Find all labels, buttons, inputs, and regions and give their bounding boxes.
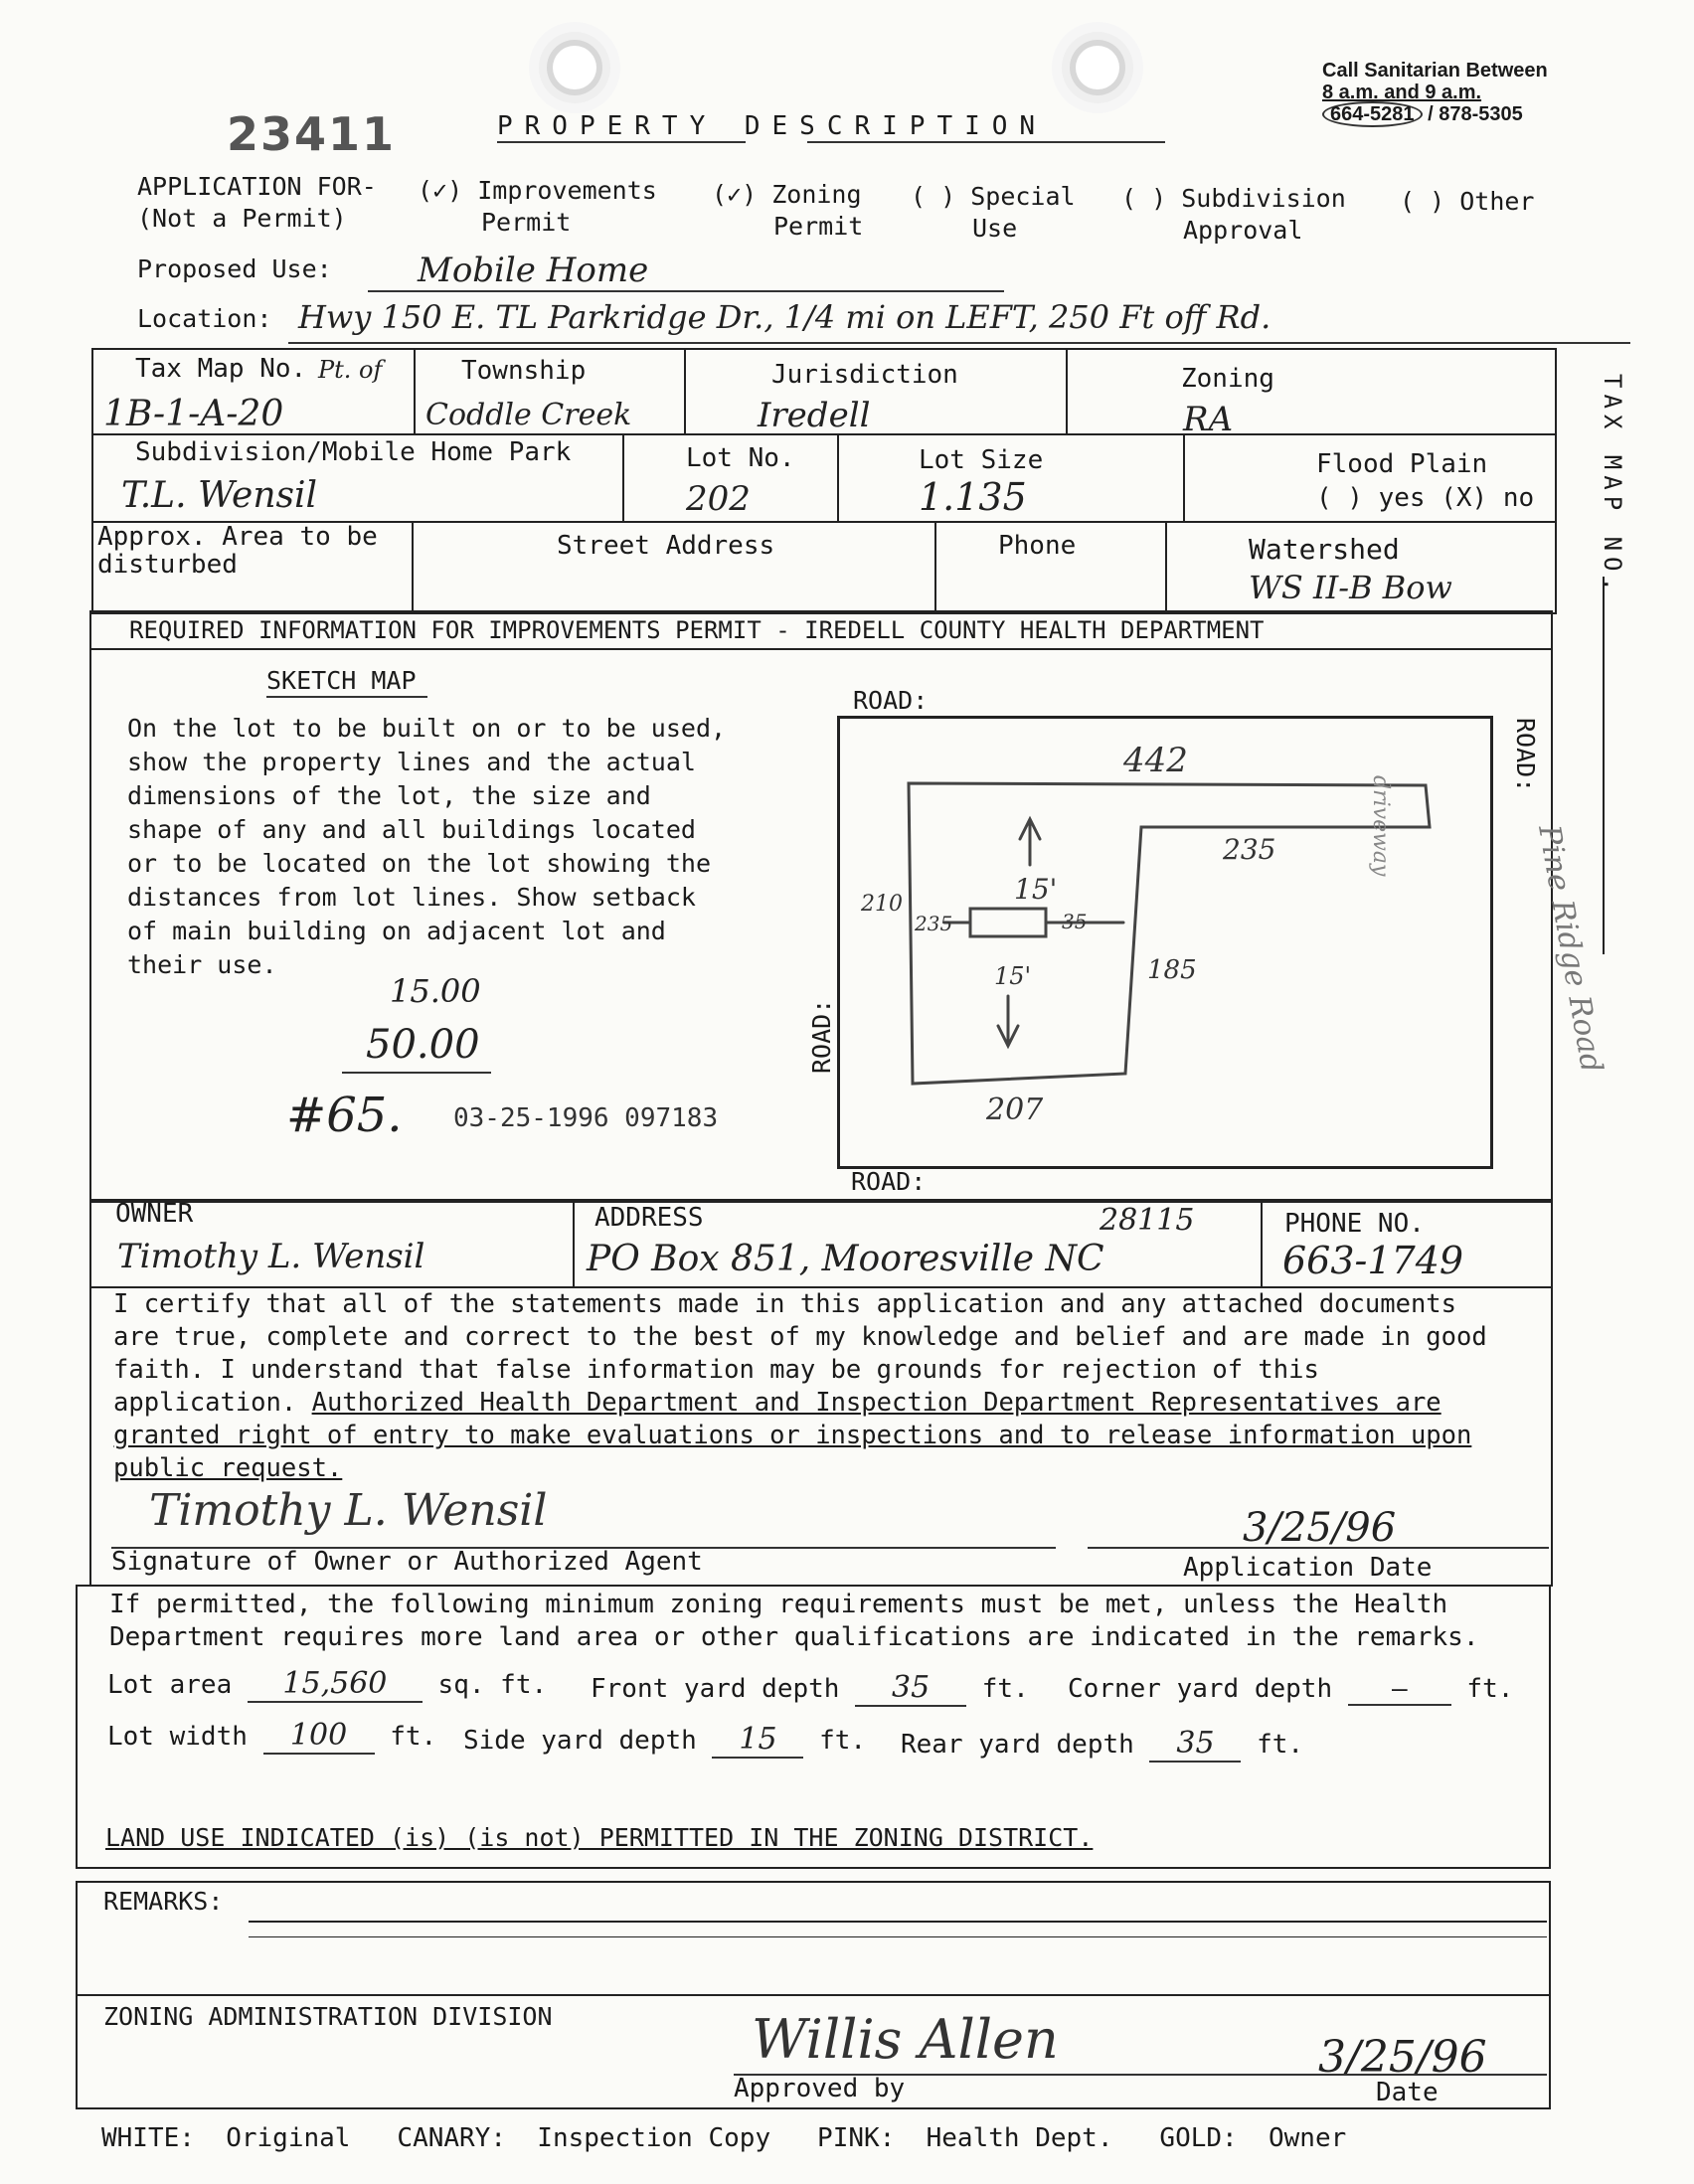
lot-area-unit: sq. ft. [437,1670,548,1700]
label-left-length: 210 [861,892,903,917]
subdivision-value: T.L. Wensil [121,475,318,516]
side-yard-value: 15 [712,1722,803,1759]
label-setback-front: 15' [1014,873,1058,906]
checkbox-special: ( ) [911,182,956,211]
lot-no-value: 202 [686,479,751,519]
township-value: Coddle Creek [425,398,632,432]
address-label: ADDRESS [594,1203,704,1233]
sketch-instructions: On the lot to be built on or to be used, show the property lines and the actual dimensions of the lot, the size and shape of any and all buildings located or to be located on the lot showing the distances from lot lines. Show setback of main building on adjacent lot and their use. [127,714,727,979]
approved-by-label: Approved by [734,2074,906,2103]
street-address-label: Street Address [557,531,775,561]
home-footprint [970,909,1046,936]
application-label: APPLICATION FOR- (Not a Permit) [137,172,377,233]
proposed-use-label: Proposed Use: [137,254,332,283]
phone-no-value: 663-1749 [1282,1239,1464,1282]
option-special: ( ) Special Use [911,182,1076,243]
lot-area-row [107,1666,547,1703]
sanitarian-phone2: / 878-5305 [1428,103,1523,125]
label-bottom-length: 207 [986,1092,1044,1127]
subdivision-option-label: Subdivision [1181,184,1346,213]
location-value: Hwy 150 E. TL Parkridge Dr., 1/4 mi on LEFT, 250 Ft off Rd. [298,298,1271,336]
zoning-intro: If permitted, the following minimum zoning requirements must be met, unless the Health Department requires more land area or other qualifications are indicated in the remarks. [109,1590,1479,1652]
zoning-option-label: Zoning [771,180,862,209]
jurisdiction-label: Jurisdiction [771,360,958,390]
tax-map-note: Pt. of [318,356,383,384]
front-yard-value: 35 [855,1670,966,1707]
address-value: PO Box 851, Mooresville NC [587,1239,1104,1279]
phone-label: Phone [998,531,1077,561]
owner-value: Timothy L. Wensil [117,1237,425,1276]
payment-stamp: 03-25-1996 097183 [453,1103,719,1133]
application-date-value: 3/25/96 [1243,1505,1397,1551]
lot-outline [909,783,1430,1084]
option-improvements: (✓) Improvements Permit [418,176,657,237]
improvements-header: REQUIRED INFORMATION FOR IMPROVEMENTS PERMIT - IREDELL COUNTY HEALTH DEPARTMENT [129,616,1265,644]
watershed-label: Watershed [1249,533,1400,566]
certification-plain: I certify that all of the statements made in this application and any attached documents are true, complete and correct to the best of my knowledge and belief and are made in good faith. I understand that false information may be grounds for rejection of this application. [113,1289,1487,1418]
address-zip: 28115 [1100,1203,1195,1238]
lot-width-row: Lot width 100 ft. [107,1718,437,1753]
jurisdiction-value: Iredell [758,396,871,435]
label-setback-right: 35 [1062,910,1088,933]
label-right-length: 185 [1147,955,1197,985]
sanitarian-notice [1322,60,1548,125]
label-top-length: 442 [1123,741,1188,780]
side-yard-label: Side yard depth [463,1726,697,1756]
option-zoning: (✓) Zoning Permit [712,180,864,241]
remarks-label: REMARKS: [103,1887,224,1916]
road-label-left: ROAD: [807,998,836,1074]
owner-label: OWNER [115,1199,194,1229]
sketch-drawing [837,716,1632,1163]
label-driveway: driveway [1368,775,1393,877]
approver-signature: Willis Allen [752,2008,1059,2071]
option-other [1400,187,1534,216]
phone-no-label: PHONE NO. [1284,1209,1425,1239]
lot-area-label: Lot area [107,1670,233,1700]
remarks-section [76,1881,1551,1996]
area-disturbed-label: Approx. Area to be disturbed [97,522,378,580]
tax-map-label: Tax Map No. [135,354,307,384]
lot-width-label: Lot width [107,1722,248,1752]
checkbox-subdivision: ( ) [1121,184,1167,213]
watershed-value: WS II-B Bow [1249,569,1452,606]
copy-distribution-footer: WHITE: Original CANARY: Inspection Copy PINK: Health Dept. GOLD: Owner [101,2123,1347,2153]
proposed-use-value: Mobile Home [418,251,649,290]
zoning-value: RA [1183,400,1234,439]
fee-total: #65. [286,1088,403,1143]
flood-plain-value: ( ) yes (X) no [1316,483,1535,513]
rear-yard-label: Rear yard depth [901,1730,1134,1760]
side-tax-map-label: TAX MAP NO. [1599,374,1626,597]
checkbox-improvements: (✓) [418,176,463,205]
corner-yard-value: — [1348,1674,1451,1706]
label-inner-length: 235 [1223,833,1276,866]
application-date-label: Application Date [1183,1553,1433,1583]
front-yard-row: Front yard depth 35 ft. [591,1670,1029,1705]
fee-2: 50.00 [366,1022,480,1068]
location-label: Location: [137,304,272,333]
road-label-bottom: ROAD: [851,1167,927,1196]
road-label-right: ROAD: [1511,718,1540,793]
zoning-label: Zoning [1181,364,1274,394]
road-label-top: ROAD: [853,686,929,715]
rear-yard-row: Rear yard depth 35 ft. [901,1726,1304,1761]
option-subdivision: ( ) Subdivision Approval [1121,184,1346,245]
approval-date-label: Date [1376,2078,1439,2107]
label-setback-rear: 15' [994,962,1032,990]
sanitarian-line1: Call Sanitarian Between [1322,60,1548,82]
lot-area-value: 15,560 [248,1666,423,1703]
label-setback-left: 235 [915,912,953,935]
tax-map-value: 1B-1-A-20 [103,394,284,434]
township-label: Township [461,356,587,386]
fee-1: 15.00 [390,972,481,1010]
punch-hole-left [553,46,596,89]
sanitarian-phone1: 664-5281 [1322,101,1423,127]
lot-size-label: Lot Size [919,445,1044,475]
sanitarian-line2: 8 a.m. and 9 a.m. [1322,82,1482,103]
special-label: Special [970,182,1076,211]
land-use-statement: LAND USE INDICATED (is) (is not) PERMITTED IN THE ZONING DISTRICT. [105,1823,1094,1852]
label-right-road: Pine Ridge Road [1531,822,1609,1076]
front-yard-label: Front yard depth [591,1674,840,1704]
flood-plain-label: Flood Plain [1316,449,1488,479]
lot-width-value: 100 [263,1718,375,1755]
side-yard-row: Side yard depth 15 ft. [463,1722,867,1757]
sketch-title: SKETCH MAP [266,666,417,695]
punch-hole-right [1076,46,1119,89]
checkbox-other: ( ) [1400,187,1445,216]
form-number: 23411 [227,107,397,161]
subdivision-label: Subdivision/Mobile Home Park [135,437,572,467]
other-label: Other [1459,187,1535,216]
lot-size-value: 1.135 [919,475,1027,519]
certification-underlined: Authorized Health Department and Inspection Department Representatives are granted right of entry to make evaluations or inspections and to release information upon public request. [113,1388,1472,1483]
lot-no-label: Lot No. [686,443,795,473]
signature-label: Signature of Owner or Authorized Agent [111,1547,703,1577]
owner-signature: Timothy L. Wensil [149,1485,548,1536]
zoning-division-label: ZONING ADMINISTRATION DIVISION [103,2002,553,2031]
improvements-label: Improvements [477,176,657,205]
rear-yard-value: 35 [1149,1726,1241,1763]
certification-text [113,1288,1505,1485]
sanitarian-phones [1322,103,1548,125]
form-title: PROPERTY DESCRIPTION [497,111,1048,141]
corner-yard-label: Corner yard depth [1068,1674,1333,1704]
checkbox-zoning: (✓) [712,180,758,209]
approval-date-value: 3/25/96 [1318,2032,1487,2083]
corner-yard-row: Corner yard depth — ft. [1068,1674,1514,1704]
